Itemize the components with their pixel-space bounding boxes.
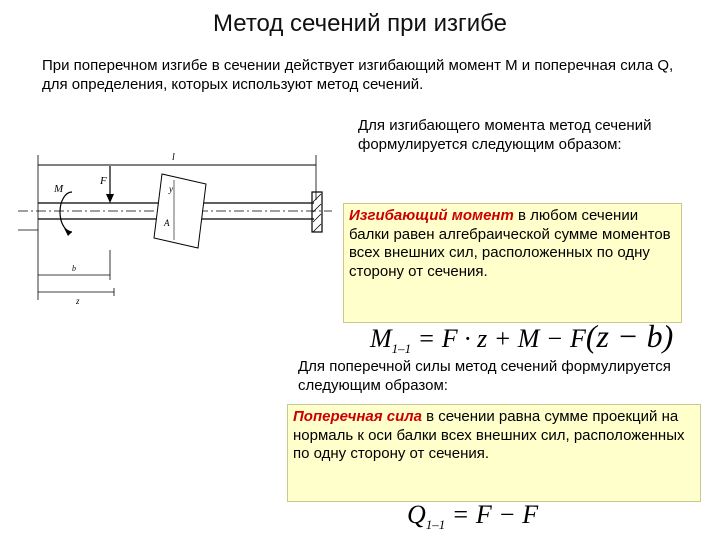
- shear-definition: в сечении равна сумме проекций на нормаль к оси балки всех внешних сил, расположенных по одну сторону от сечения.: [293, 408, 685, 462]
- label-z: z: [76, 296, 80, 306]
- moment-term: Изгибающий момент: [349, 207, 514, 224]
- moment-definition: в любом сечении балки равен алгебраической сумме моментов всех внешних сил, расположенных по одну сторону от сечения.: [349, 207, 671, 280]
- label-moment: M: [54, 183, 64, 195]
- label-section: A: [164, 218, 170, 228]
- label-length: l: [172, 152, 175, 163]
- label-y: y: [169, 184, 173, 194]
- slide-title: Метод сечений при изгибе: [213, 10, 507, 37]
- moment-arc: [60, 192, 72, 232]
- moment-formula-paren: (z − b): [585, 318, 674, 354]
- beam-diagram: [14, 140, 334, 315]
- label-b: b: [72, 264, 76, 273]
- shear-definition-box: [287, 404, 701, 502]
- moment-formula-subscript: 1–1: [391, 341, 412, 357]
- shear-heading: Для поперечной силы метод сечений формулируется следующим образом:: [298, 358, 671, 394]
- shear-formula-rhs: = F − F: [445, 500, 539, 529]
- moment-definition-box: [343, 203, 682, 323]
- shear-formula-symbol: Q: [407, 500, 426, 529]
- shear-term: Поперечная сила: [293, 408, 422, 425]
- intro-paragraph: При поперечном изгибе в сечении действует изгибающий момент М и поперечная сила Q, для определения, которых используют метод сечений.: [42, 57, 674, 93]
- shear-formula-subscript: 1–1: [425, 517, 446, 533]
- moment-formula-symbol: M: [370, 324, 392, 353]
- moment-formula: [370, 318, 673, 357]
- label-force: F: [100, 175, 107, 187]
- moment-heading: Для изгибающего момента метод сечений формулируется следующим образом:: [358, 117, 652, 153]
- shear-formula: [407, 500, 538, 533]
- moment-formula-rhs: = F · z + M − F: [411, 324, 586, 353]
- section-cut-block: [154, 174, 206, 248]
